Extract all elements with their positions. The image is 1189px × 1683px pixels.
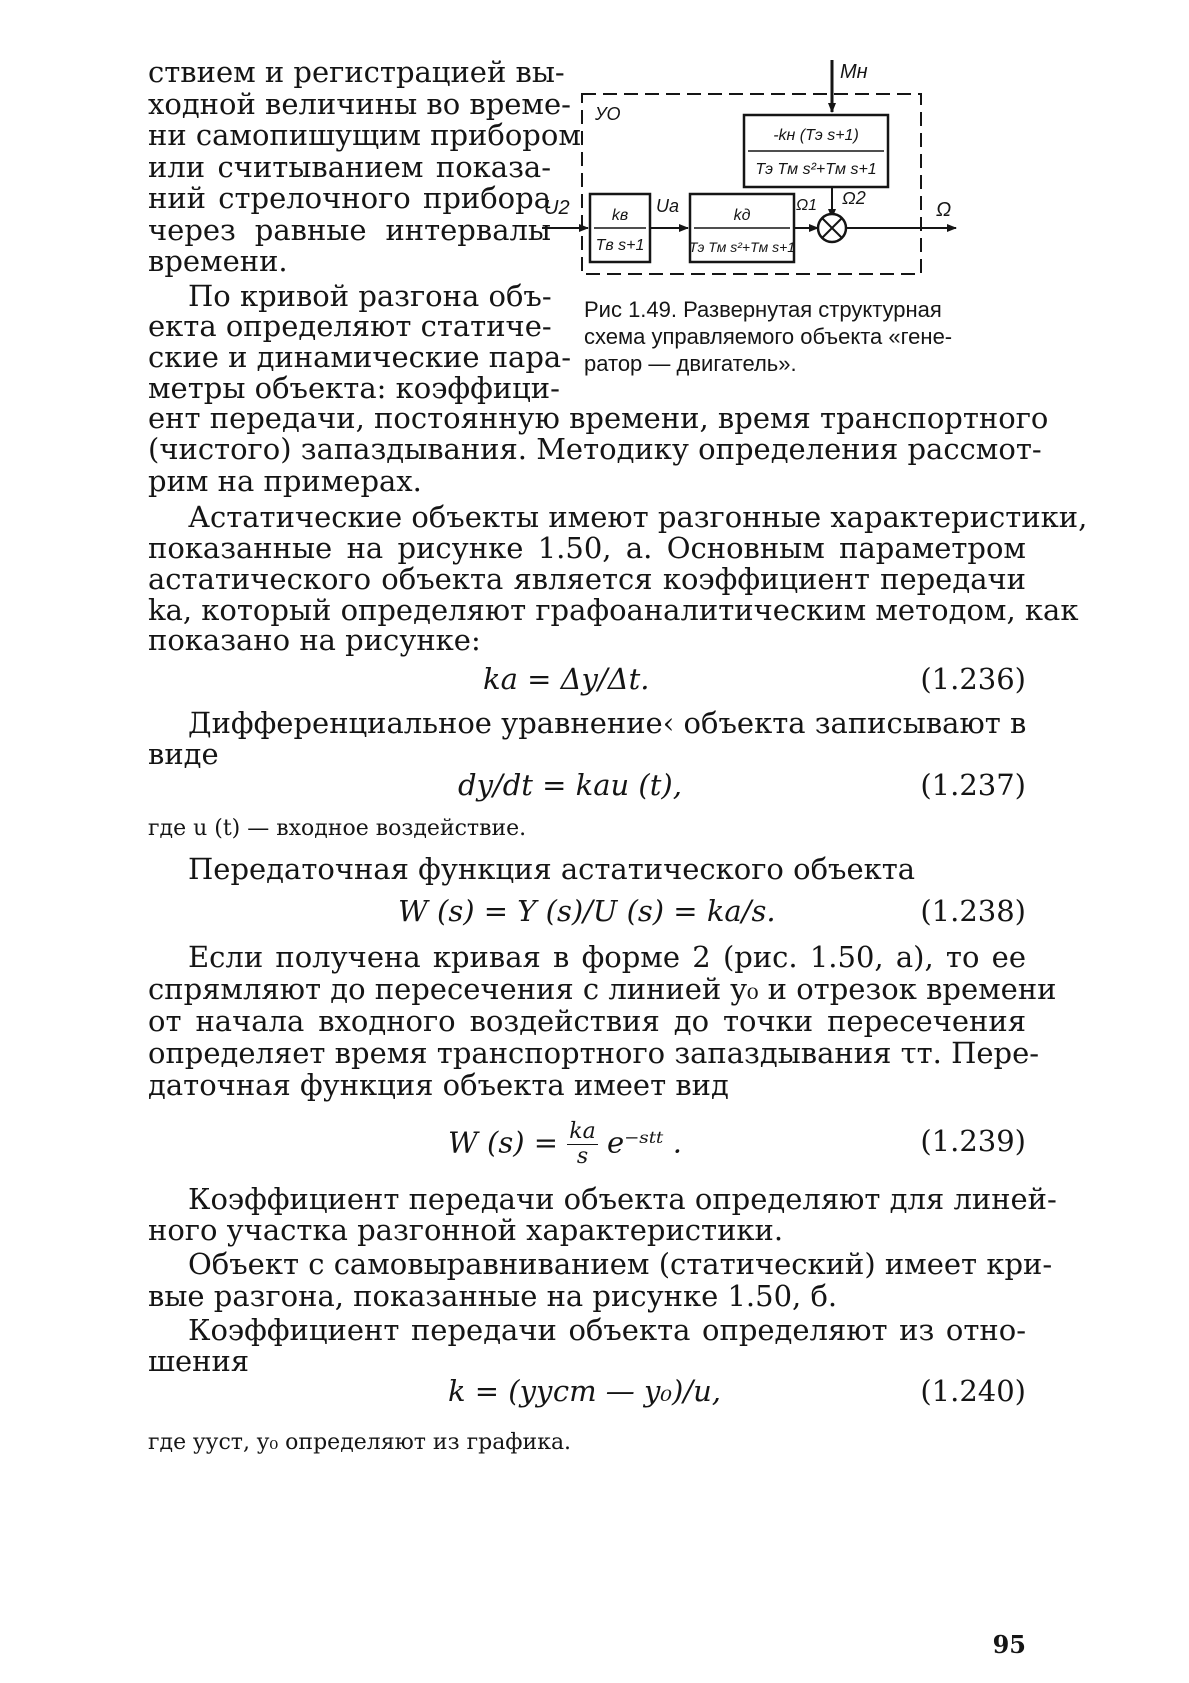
load-block-den: Tэ Tм s²+Tм s+1: [755, 161, 877, 178]
text-line: определяет время транспортного запаздывания τт. Пере-: [148, 1036, 1040, 1070]
text-line: ствием и регистрацией вы-: [148, 55, 565, 89]
text-line: спрямляют до пересечения с линией y₀ и отрезок времени: [148, 972, 1057, 1006]
label-omega1: Ω1: [796, 197, 818, 214]
page-number: 95: [992, 1630, 1026, 1659]
text-line: шения: [148, 1344, 250, 1378]
text-line: Передаточная функция астатического объекта: [188, 852, 916, 886]
text-line: астатического объекта является коэффициент передачи: [148, 562, 1026, 596]
exciter-block-num: kв: [611, 207, 629, 224]
text-line: рим на примерах.: [148, 464, 422, 498]
text-line: ент передачи, постоянную времени, время транспортного: [148, 401, 1049, 435]
equation-number-1-236: (1.236): [920, 662, 1026, 696]
summing-junction: [818, 214, 846, 242]
text-line: Коэффициент передачи объекта определяют для линей-: [188, 1182, 1057, 1216]
text-line: kа, который определяют графоаналитическим методом, как: [148, 593, 1079, 627]
label-uo: УО: [595, 104, 621, 124]
text-line: екта определяют статиче-: [148, 309, 552, 343]
text-line: Если получена кривая в форме 2 (рис. 1.50, а), то ее: [188, 940, 1026, 974]
text-line: Дифференциальное уравнение‹ объекта записывают в: [188, 706, 1027, 740]
label-mn: Mн: [840, 61, 868, 83]
equation-1-239-fraction: [567, 1120, 597, 1169]
text-line: показано на рисунке:: [148, 623, 481, 657]
equation-number-1-239: (1.239): [920, 1124, 1026, 1158]
text-line: ний стрелочного прибора: [148, 181, 551, 215]
text-line: ного участка разгонной характеристики.: [148, 1213, 784, 1247]
text-line: даточная функция объекта имеет вид: [148, 1068, 729, 1102]
load-block-num: -kн (Tэ s+1): [773, 127, 859, 144]
text-line: виде: [148, 737, 219, 771]
text-line: от начала входного воздействия до точки пересечения: [148, 1004, 1026, 1038]
text-line: ходной величины во време-: [148, 87, 571, 121]
equation-1-240: k = (yуст — y₀)/u,: [448, 1374, 721, 1408]
text-line: через равные интервалы: [148, 213, 551, 247]
text-line: ни самопишущим прибором: [148, 118, 581, 152]
equation-number-1-240: (1.240): [920, 1374, 1026, 1408]
exciter-block-den: Tв s+1: [595, 237, 645, 254]
motor-block-num: kд: [733, 207, 751, 224]
text-line: или считыванием показа-: [148, 150, 551, 184]
motor-block-den: Tэ Tм s²+Tм s+1: [688, 239, 796, 255]
figure-caption-1: Рис 1.49. Развернутая структурная: [584, 297, 942, 322]
text-line: метры объекта: коэффици-: [148, 371, 560, 405]
text-line: Астатические объекты имеют разгонные характеристики,: [188, 500, 1088, 534]
text-line: где yуст, y₀ определяют из графика.: [148, 1430, 572, 1455]
equation-1-236: kа = Δy/Δt.: [483, 662, 650, 696]
equation-number-1-238: (1.238): [920, 894, 1026, 928]
text-line: По кривой разгона объ-: [188, 279, 552, 313]
equation-1-239-denominator: s: [576, 1144, 589, 1169]
text-line: (чистого) запаздывания. Методику определения рассмот-: [148, 432, 1042, 466]
text-line: времени.: [148, 244, 288, 278]
label-omega: Ω: [936, 199, 952, 221]
figure-caption-2: схема управляемого объекта «гене-: [584, 324, 953, 349]
label-u2: U2: [544, 197, 570, 219]
equation-1-239-exponential: e⁻ˢᵗᵗ .: [606, 1125, 682, 1160]
equation-1-239-numerator: kа: [569, 1119, 596, 1144]
text-line: Объект с самовыравниванием (статический) имеет кри-: [188, 1247, 1053, 1281]
equation-1-239: [448, 1120, 682, 1169]
label-ua: Uа: [656, 196, 680, 216]
text-line: показанные на рисунке 1.50, а. Основным параметром: [148, 531, 1026, 565]
text-line: Коэффициент передачи объекта определяют из отно-: [188, 1313, 1026, 1347]
equation-1-239-lhs: W (s) =: [448, 1125, 559, 1160]
structure-diagram: [540, 52, 1040, 292]
equation-1-238: W (s) = Y (s)/U (s) = kа/s.: [398, 894, 776, 928]
text-line: вые разгона, показанные на рисунке 1.50, б.: [148, 1279, 838, 1313]
text-line: ские и динамические пара-: [148, 340, 571, 374]
text-line: где u (t) — входное воздействие.: [148, 816, 527, 841]
label-omega2: Ω2: [842, 188, 866, 208]
equation-1-237: dy/dt = kаu (t),: [458, 768, 682, 802]
figure-caption-3: ратор — двигатель».: [584, 351, 797, 376]
equation-number-1-237: (1.237): [920, 768, 1026, 802]
